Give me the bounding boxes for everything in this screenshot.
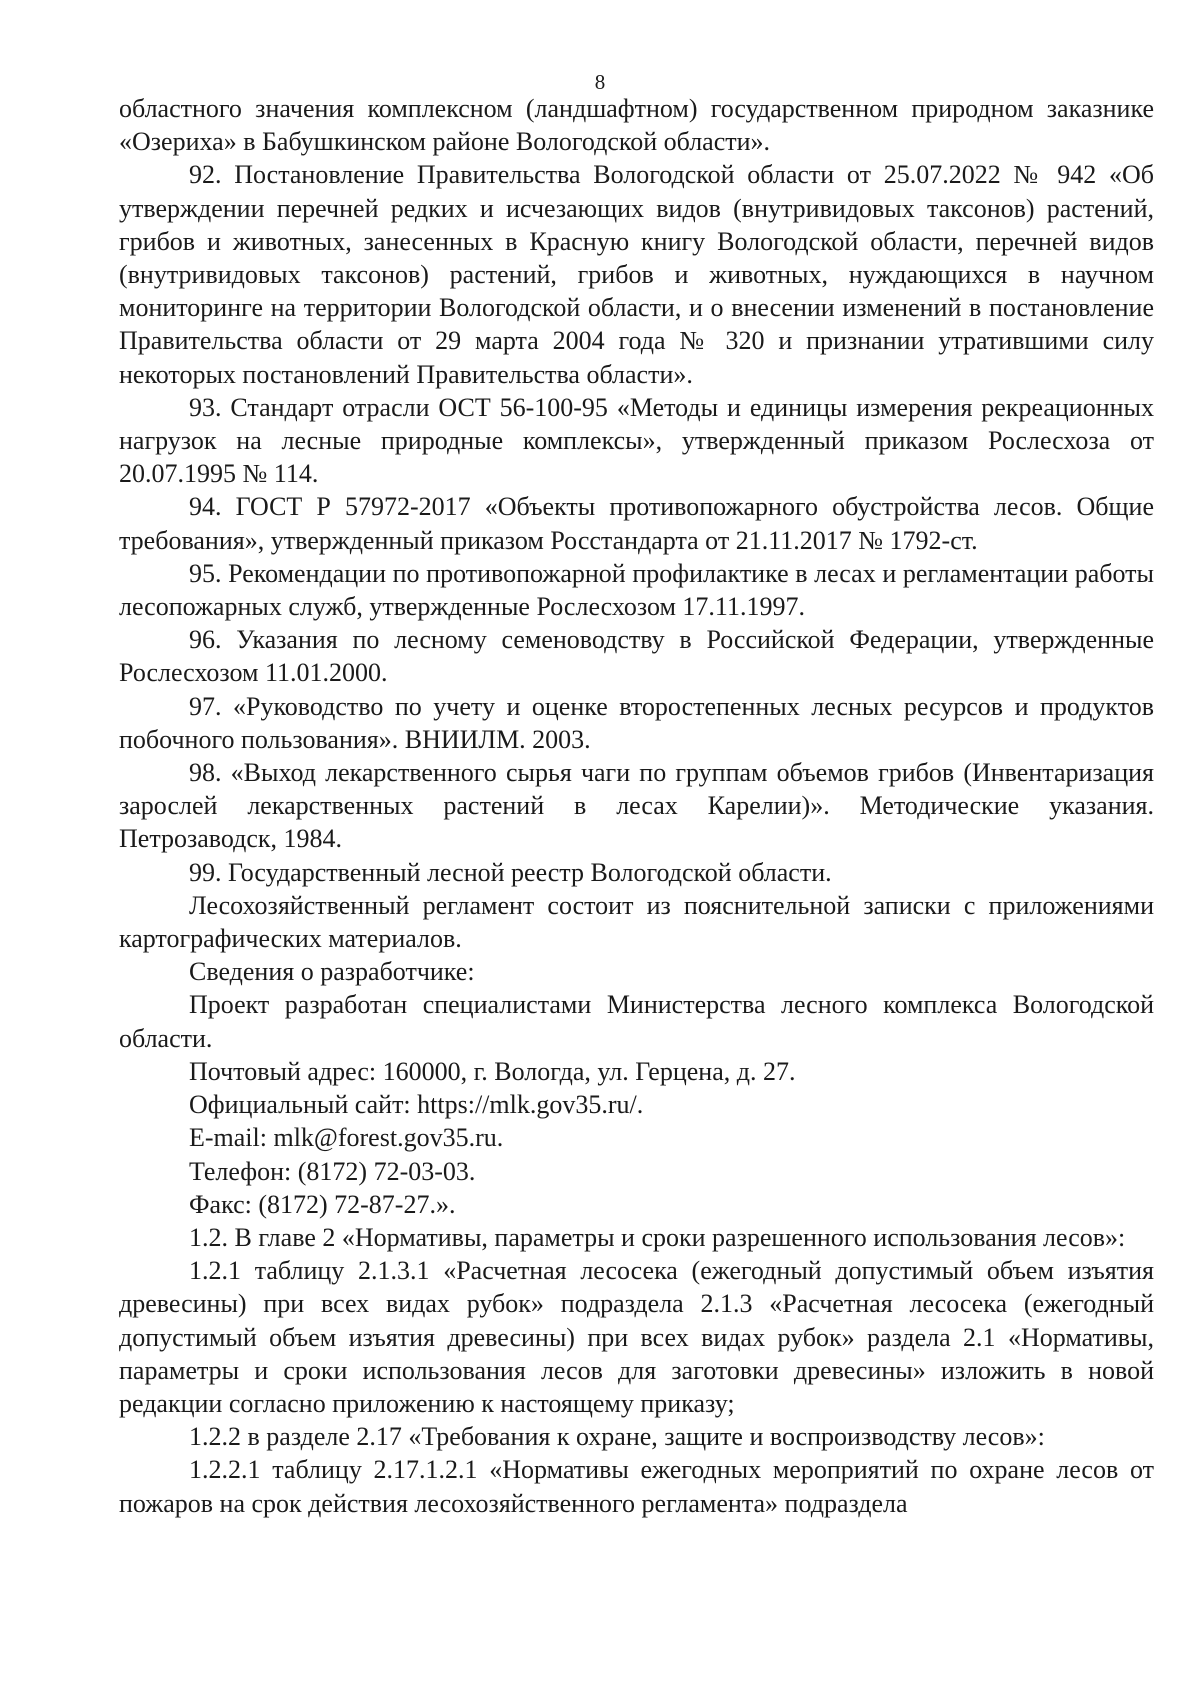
document-body [119, 92, 1154, 1520]
paragraph: 97. «Руководство по учету и оценке второстепенных лесных ресурсов и продуктов побочного пользования». ВНИИЛМ. 2003. [119, 691, 1154, 754]
paragraph: E-mail: mlk@forest.gov35.ru. [189, 1123, 504, 1153]
paragraph: Сведения о разработчике: [189, 957, 475, 987]
paragraph: 98. «Выход лекарственного сырья чаги по группам объемов грибов (Инвентаризация зарослей лекарственных растений в лесах Карелии)». Методические указания. Петрозаводск, 1984. [119, 758, 1154, 854]
paragraph: 1.2.2.1 таблицу 2.17.1.2.1 «Нормативы ежегодных мероприятий по охране лесов от пожаров на срок действия лесохозяйственного регламента» подраздела [119, 1455, 1154, 1518]
paragraph: Почтовый адрес: 160000, г. Вологда, ул. Герцена, д. 27. [189, 1056, 796, 1086]
paragraph: Лесохозяйственный регламент состоит из пояснительной записки с приложениями картографических материалов. [119, 890, 1154, 954]
paragraph: 92. Постановление Правительства Вологодской области от 25.07.2022 № 942 «Об утверждении перечней редких и исчезающих видов (внутривидовых таксонов) растений, грибов и животных, занесенных в Красную книгу Вологодской области, перечней видов (внутривидовых таксонов) растений, грибов и животных, нуждающихся в научном мониторинге на территории Вологодской области, и о внесении изменений в постановление Правительства области от 29 марта 2004 года № 320 и признании утратившими силу некоторых постановлений Правительства области». [119, 160, 1154, 389]
paragraph: 1.2.2 в разделе 2.17 «Требования к охране, защите и воспроизводству лесов»: [189, 1422, 1045, 1452]
paragraph: 95. Рекомендации по противопожарной профилактике в лесах и регламентации работы лесопожарных служб, утвержденные Рослесхозом 17.11.1997. [119, 558, 1154, 622]
paragraph: Проект разработан специалистами Министерства лесного комплекса Вологодской области. [119, 990, 1154, 1053]
paragraph: 1.2.1 таблицу 2.1.3.1 «Расчетная лесосека (ежегодный допустимый объем изъятия древесины) при всех видах рубок» подраздела 2.1.3 «Расчетная лесосека (ежегодный допустимый объем изъятия древесины) при всех видах рубок» раздела 2.1 «Нормативы, параметры и сроки использования лесов для заготовки древесины» изложить в новой редакции согласно приложению к настоящему приказу; [119, 1256, 1154, 1418]
paragraph: Телефон: (8172) 72-03-03. [189, 1156, 476, 1186]
paragraph: 1.2. В главе 2 «Нормативы, параметры и сроки разрешенного использования лесов»: [189, 1222, 1126, 1252]
paragraph: 99. Государственный лесной реестр Вологодской области. [189, 857, 832, 887]
paragraph: Факс: (8172) 72-87-27.». [189, 1189, 456, 1219]
page-number: 8 [594, 70, 606, 94]
paragraph: 93. Стандарт отрасли ОСТ 56-100-95 «Методы и единицы измерения рекреационных нагрузок на лесные природные комплексы», утвержденный приказом Рослесхоза от 20.07.1995 № 114. [119, 392, 1154, 489]
paragraph: 94. ГОСТ Р 57972-2017 «Объекты противопожарного обустройства лесов. Общие требования», утвержденный приказом Росстандарта от 21.11.2017 № 1792-ст. [119, 492, 1154, 555]
paragraph: 96. Указания по лесному семеноводству в Российской Федерации, утвержденные Рослесхозом 11.01.2000. [119, 625, 1154, 688]
paragraph: Официальный сайт: https://mlk.gov35.ru/. [189, 1090, 644, 1120]
paragraph: областного значения комплексном (ландшафтном) государственном природном заказнике «Озериха» в Бабушкинском районе Вологодской области». [119, 94, 1154, 157]
